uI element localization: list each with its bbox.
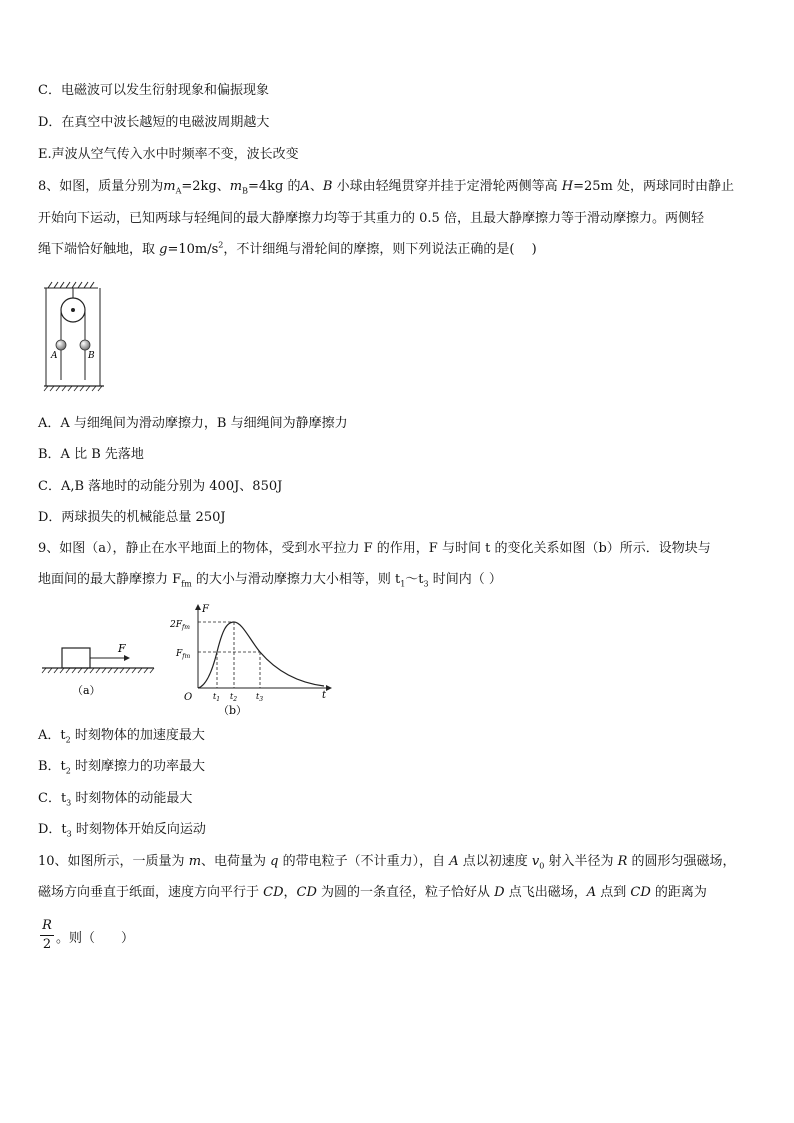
q9-option-d: D．$t_3$ 时刻物体开始反向运动 xyxy=(38,822,206,839)
block xyxy=(62,648,90,668)
fraction-numerator: R xyxy=(42,918,52,933)
caption-b: （b） xyxy=(218,704,248,717)
q8-option-a: A．A 与细绳间为滑动摩擦力，B 与细绳间为静摩擦力 xyxy=(38,416,348,431)
fraction-denominator: 2 xyxy=(42,937,52,952)
q10-stem-tail: 。则（ ） xyxy=(56,931,135,946)
ball-b xyxy=(80,340,90,350)
y-axis-label: F xyxy=(202,604,209,615)
q10-stem-line1: 10、如图所示，一质量为 m、电荷量为 q 的带电粒子（不计重力），自 A 点以初速度 $v_0$ 射入半径为 R 的圆形匀强磁场， xyxy=(38,854,736,871)
q8-stem-line3: 绳下端恰好触地，取 $g=10m/s^2$，不计细绳与滑轮间的摩擦，则下列说法正确的是( ) xyxy=(38,240,537,257)
q10-fraction xyxy=(40,918,54,953)
origin-label: O xyxy=(184,692,193,703)
ceiling-hatch xyxy=(44,282,98,288)
q7-option-d: D．在真空中波长越短的电磁波周期越大 xyxy=(38,115,270,130)
fraction-bar xyxy=(40,935,54,936)
q8-option-c: C．A,B 落地时的动能分别为 400J、850J xyxy=(38,479,283,494)
q9-option-a: A．$t_2$ 时刻物体的加速度最大 xyxy=(38,728,205,745)
caption-a: （a） xyxy=(72,684,101,697)
q7-option-c: C．电磁波可以发生衍射现象和偏振现象 xyxy=(38,83,269,98)
label-a: A xyxy=(51,351,58,361)
q8-stem-line2: 开始向下运动，已知两球与轻绳间的最大静摩擦力均等于其重力的 0.5 倍，且最大静摩擦力等于滑动摩擦力。两侧轻 xyxy=(38,211,704,226)
q9-figure-a xyxy=(38,636,160,702)
x-arrowhead xyxy=(326,685,332,691)
ground-hatch xyxy=(42,668,154,673)
ball-a xyxy=(56,340,66,350)
q9-option-c: C．$t_3$ 时刻物体的动能最大 xyxy=(38,791,193,808)
pulley-hub xyxy=(71,308,75,312)
q9-stem-line2: 地面间的最大静摩擦力 $F_{fm}$ 的大小与滑动摩擦力大小相等，则 $t_1\sim t_3$ 时间内（ ） xyxy=(38,572,502,589)
q8-stem-line1: 8、如图，质量分别为$m_A=2kg$、$m_B=4kg$ 的A、B 小球由轻绳贯穿并挂于定滑轮两侧等高 H=25m 处，两球同时由静止 xyxy=(38,179,734,196)
q10-stem-line2: 磁场方向垂直于纸面，速度方向平行于 CD，CD 为圆的一条直径，粒子恰好从 D 点飞出磁场，A 点到 CD 的距离为 xyxy=(38,885,707,900)
q7-option-e: E.声波从空气传入水中时频率不变，波长改变 xyxy=(38,147,299,162)
q8-pulley-figure xyxy=(40,280,110,396)
x-axis-label: t xyxy=(322,690,327,701)
label-b: B xyxy=(88,351,95,361)
tick-t3: $t_3$ xyxy=(256,692,264,703)
force-arrowhead xyxy=(124,655,130,661)
q8-option-d: D．两球损失的机械能总量 250J xyxy=(38,510,226,525)
q8-option-b: B．A 比 B 先落地 xyxy=(38,447,144,462)
ground-hatch xyxy=(44,386,102,391)
q9-figure-b xyxy=(168,602,338,720)
tick-2ffm: $2F_{fm}$ xyxy=(170,620,190,631)
q9-option-b: B．$t_2$ 时刻摩擦力的功率最大 xyxy=(38,759,206,776)
tick-t1: $t_1$ xyxy=(213,692,221,703)
q9-stem-line1: 9、如图（a），静止在水平地面上的物体，受到水平拉力 F 的作用，F 与时间 t 的变化关系如图（b）所示．设物块与 xyxy=(38,541,711,556)
tick-t2: $t_2$ xyxy=(230,692,238,703)
y-arrowhead xyxy=(195,604,201,610)
tick-ffm: $F_{fm}$ xyxy=(176,649,191,660)
force-label: F xyxy=(118,642,126,655)
